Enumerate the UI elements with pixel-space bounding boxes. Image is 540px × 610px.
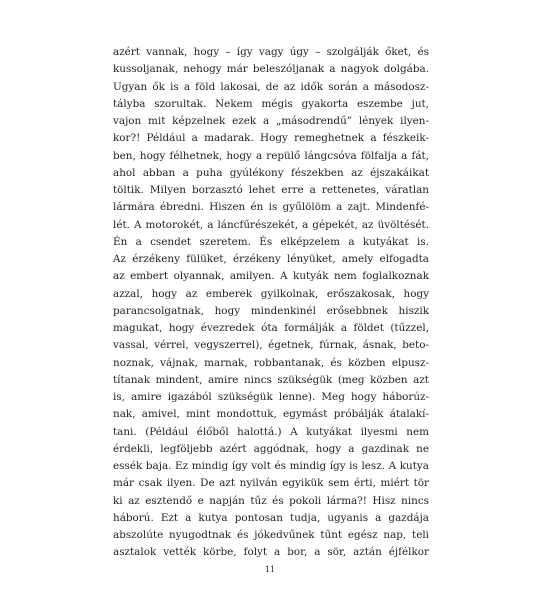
text-line: háború. Ezt a kutya pontosan tudja, ugyanis a gazdája bbox=[113, 511, 429, 524]
text-line: érdekli, legföljebb azért aggódnak, hogy a gazdinak ne bbox=[113, 442, 429, 455]
text-line: lármára ébredni. Hiszen én is gyűlölöm a zajt. Mindenfé- bbox=[113, 201, 429, 214]
text-line: már csak ilyen. De azt nyilván egyikük sem érti, miért tör bbox=[113, 477, 429, 490]
text-line: Ugyan ők is a föld lakosai, de az idők során a másodosz- bbox=[113, 80, 429, 93]
text-line: ahol abban a puha gyúlékony fészekben az éjszakáikat bbox=[113, 166, 429, 179]
text-line: noznak, vájnak, marnak, robbantanak, és közben elpusz- bbox=[113, 356, 429, 369]
text-line: ki az esztendő e napján tűz és pokoli lárma?! Hisz nincs bbox=[113, 494, 429, 507]
text-line: magukat, hogy évezredek óta formálják a földet (tűzzel, bbox=[113, 322, 429, 334]
text-line: nak, amivel, mint mondottuk, egymást próbálják átalakí- bbox=[113, 408, 429, 421]
text-line: essék baja. Ez mindig így volt és mindig így is lesz. A kutya bbox=[113, 460, 429, 472]
text-line: Én a csendet szeretem. És elképzelem a kutyákat is. bbox=[113, 235, 429, 248]
text-line: vassal, vérrel, vegyszerrel), égetnek, fúrnak, ásnak, beto- bbox=[113, 339, 429, 352]
text-line: ben, hogy félhetnek, hogy a repülő lángcsóva fölfalja a fát, bbox=[113, 149, 429, 162]
text-line: lét. A motorokét, a láncfűrészekét, a gépekét, az üvöltését. bbox=[113, 218, 429, 231]
text-line: parancsolgatnak, hogy mindenkinél erősebbnek hiszik bbox=[113, 304, 429, 317]
text-line: az embert olyannak, amilyen. A kutyák nem foglalkoznak bbox=[113, 270, 429, 283]
text-line: töltik. Milyen borzasztó lehet erre a rettenetes, váratlan bbox=[113, 184, 429, 196]
text-line: azért vannak, hogy – így vagy úgy – szolgálják őket, és bbox=[113, 46, 429, 58]
text-line: Az érzékeny fülüket, érzékeny lényüket, amely elfogadta bbox=[113, 253, 429, 265]
text-line: tályba szorultak. Nekem mégis gyakorta eszembe jut, bbox=[113, 97, 429, 110]
text-line: títanak mindent, amire nincs szükségük (meg közben azt bbox=[113, 373, 429, 386]
text-line: kussoljanak, nehogy már beleszóljanak a nagyok dolgába. bbox=[113, 63, 429, 76]
text-line: is, amire igazából szükségük lenne). Meg hogy háborúz- bbox=[113, 391, 429, 403]
text-line: vajon mit képzelnek ezek a „másodrendű” lények ilyen- bbox=[113, 115, 429, 127]
text-line: azzal, hogy az emberek gyilkolnak, erőszakosak, hogy bbox=[113, 287, 429, 300]
body-text bbox=[113, 44, 429, 562]
text-line: tani. (Például élőből halottá.) A kutyákat ilyesmi nem bbox=[113, 425, 429, 438]
text-line: asztalok vették körbe, folyt a bor, a sör, aztán éjfélkor bbox=[113, 546, 429, 559]
text-line: abszolúte nyugodtnak és jókedvűnek tűnt egész nap, teli bbox=[113, 529, 429, 541]
text-line: kor?! Például a madarak. Hogy remeghetnek a fészkeik- bbox=[113, 132, 429, 145]
page-number: 11 bbox=[264, 565, 276, 574]
